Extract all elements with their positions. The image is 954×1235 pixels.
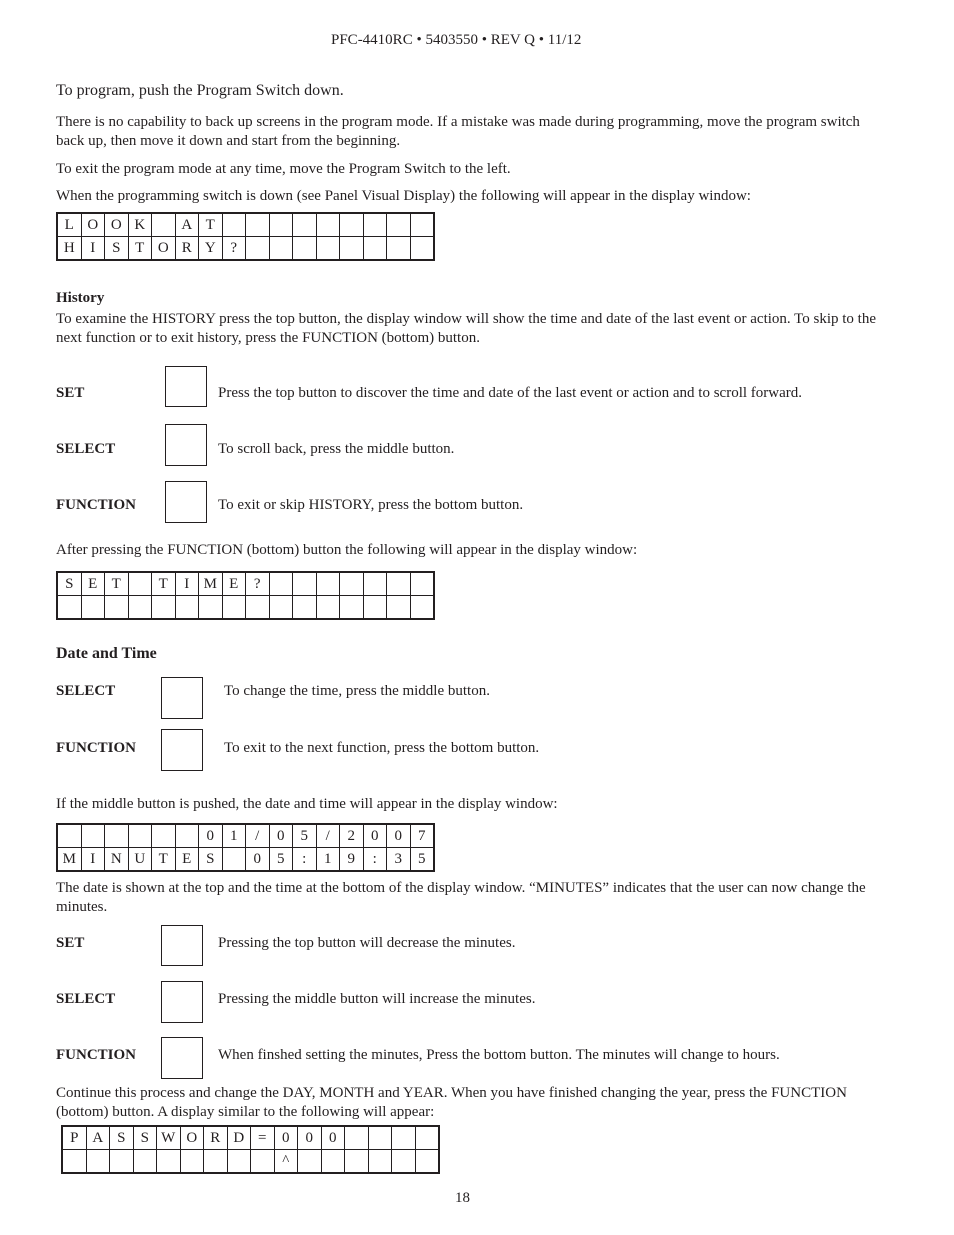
display-cell: ^ [274,1150,298,1174]
display-cell [387,213,411,237]
display-cell [105,596,129,620]
display-cell: / [246,824,270,848]
display-cell: 3 [387,848,411,872]
history-after-text: After pressing the FUNCTION (bottom) button the following will appear in the display window: [56,542,638,558]
display-cell [269,237,293,261]
display-cell [293,596,317,620]
display-cell: S [57,572,81,596]
display-cell: 0 [199,824,223,848]
display-cell: S [199,848,223,872]
display-row [57,237,434,261]
display-cell: 0 [298,1126,322,1150]
minutes-function-desc: When finshed setting the minutes, Press the bottom button. The minutes will change to hours. [218,1047,780,1063]
display-cell [57,824,81,848]
display-cell [293,572,317,596]
display-cell [387,596,411,620]
display-cell [152,213,176,237]
display-cell: A [86,1126,110,1150]
intro-paragraph-3: When the programming switch is down (see Panel Visual Display) the following will appear in the display window: [56,188,751,204]
display-cell [199,596,223,620]
display-cell: T [199,213,223,237]
display-cell [387,572,411,596]
display-cell: : [363,848,387,872]
display-cell [227,1150,251,1174]
display-cell: O [180,1126,204,1150]
page-number: 18 [455,1190,470,1206]
display-cell [269,596,293,620]
display-cell [415,1126,439,1150]
display-cell [62,1150,86,1174]
display-cell [345,1150,369,1174]
display-cell [175,824,199,848]
minutes-select-button-icon [161,981,203,1023]
display-cell [298,1150,322,1174]
display-cell [392,1150,416,1174]
intro-paragraph-2: To exit the program mode at any time, move the Program Switch to the left. [56,161,511,177]
display-cell: Y [199,237,223,261]
display-cell: S [105,237,129,261]
display-cell: E [222,572,246,596]
display-cell: 5 [269,848,293,872]
display-cell [222,596,246,620]
history-function-label: FUNCTION [56,497,137,513]
display-cell [157,1150,181,1174]
display-cell [345,1126,369,1150]
display-cell [152,596,176,620]
display-cell: T [152,572,176,596]
display-cell [128,596,152,620]
history-select-label: SELECT [56,441,116,457]
datetime-select-label: SELECT [56,683,116,699]
display-cell [246,237,270,261]
minutes-set-desc: Pressing the top button will decrease the minutes. [218,935,516,951]
display-cell: L [57,213,81,237]
history-select-button-icon [165,424,207,466]
display-cell: / [316,824,340,848]
display-cell: 1 [222,824,246,848]
history-heading: History [56,290,105,306]
display-row [57,848,434,872]
display-cell [363,596,387,620]
display-window-date-time [56,823,435,872]
display-cell: M [57,848,81,872]
display-cell: S [133,1126,157,1150]
display-cell [363,213,387,237]
datetime-function-label: FUNCTION [56,740,137,756]
display-cell [392,1126,416,1150]
display-cell [293,213,317,237]
display-cell: E [175,848,199,872]
minutes-function-label: FUNCTION [56,1047,137,1063]
minutes-function-button-icon [161,1037,203,1079]
display-cell: 0 [269,824,293,848]
display-cell: 0 [246,848,270,872]
display-cell: ? [222,237,246,261]
intro-paragraph-1: There is no capability to back up screens in the program mode. If a mistake was made during programming, move the program switch back up, then move it down and start from the beginning. [56,114,860,149]
display-cell [293,237,317,261]
intro-lead: To program, push the Program Switch down. [56,82,344,99]
display-cell: T [128,237,152,261]
display-cell: 1 [316,848,340,872]
datetime-select-desc: To change the time, press the middle button. [224,683,490,699]
display-cell: M [199,572,223,596]
display-row [57,213,434,237]
display-cell: O [81,213,105,237]
display-cell: H [57,237,81,261]
display-cell [340,572,364,596]
display-cell: I [81,848,105,872]
display-row [57,596,434,620]
display-cell [86,1150,110,1174]
display-cell: 2 [340,824,364,848]
history-set-label: SET [56,385,85,401]
display-cell [133,1150,157,1174]
display-cell [410,572,434,596]
display-cell [410,596,434,620]
minutes-set-label: SET [56,935,85,951]
display-window-password [61,1125,440,1174]
display-cell: P [62,1126,86,1150]
display-cell: S [110,1126,134,1150]
display-cell [128,824,152,848]
display-cell [363,572,387,596]
display-cell: 0 [363,824,387,848]
display-cell: 5 [293,824,317,848]
minutes-set-button-icon [161,925,203,966]
minutes-select-label: SELECT [56,991,116,1007]
display-cell: R [175,237,199,261]
display-cell: K [128,213,152,237]
display-cell [368,1126,392,1150]
display-cell: I [175,572,199,596]
display-cell: A [175,213,199,237]
history-function-desc: To exit or skip HISTORY, press the bottom button. [218,497,524,513]
display-cell: : [293,848,317,872]
display-cell [340,213,364,237]
display-cell: O [105,213,129,237]
display-cell [363,237,387,261]
display-cell [81,824,105,848]
display-cell: E [81,572,105,596]
display-cell: T [105,572,129,596]
display-cell [316,596,340,620]
history-function-button-icon [165,481,207,523]
display-cell: T [152,848,176,872]
display-cell: I [81,237,105,261]
display-window-look-at-history [56,212,435,261]
display-cell [152,824,176,848]
display-cell: O [152,237,176,261]
minutes-description: The date is shown at the top and the time at the bottom of the display window. “MINUTES” indicates that the user can now change the minutes. [56,880,866,915]
display-cell: = [251,1126,275,1150]
display-row [57,572,434,596]
history-select-desc: To scroll back, press the middle button. [218,441,455,457]
display-cell: ? [246,572,270,596]
display-cell [204,1150,228,1174]
display-cell [246,596,270,620]
history-set-button-icon [165,366,207,407]
display-cell [180,1150,204,1174]
display-row [57,824,434,848]
display-cell [410,213,434,237]
display-cell: U [128,848,152,872]
display-cell: 9 [340,848,364,872]
display-cell [269,213,293,237]
datetime-after-text: If the middle button is pushed, the date and time will appear in the display window: [56,796,558,812]
display-cell [175,596,199,620]
display-cell: N [105,848,129,872]
display-cell [368,1150,392,1174]
display-cell [387,237,411,261]
display-cell: W [157,1126,181,1150]
display-row [62,1126,439,1150]
history-description: To examine the HISTORY press the top button, the display window will show the time and date of the last event or action. To skip to the next function or to exit history, press the FUNCTION (bottom) button. [56,311,876,346]
display-cell [340,596,364,620]
page-header: PFC-4410RC • 5403550 • REV Q • 11/12 [331,32,582,48]
display-cell: 5 [410,848,434,872]
display-cell [321,1150,345,1174]
datetime-function-button-icon [161,729,203,771]
display-cell [316,213,340,237]
display-cell: R [204,1126,228,1150]
display-cell [110,1150,134,1174]
minutes-after-text: Continue this process and change the DAY, MONTH and YEAR. When you have finished changing the year, press the FUNCTION (bottom) button. A display similar to the following will appear: [56,1085,847,1120]
display-cell [316,572,340,596]
minutes-select-desc: Pressing the middle button will increase the minutes. [218,991,536,1007]
display-cell [222,213,246,237]
display-cell [415,1150,439,1174]
display-window-set-time [56,571,435,620]
datetime-heading: Date and Time [56,645,157,662]
display-cell: 7 [410,824,434,848]
display-cell: 0 [321,1126,345,1150]
display-cell [128,572,152,596]
display-row [62,1150,439,1174]
display-cell [269,572,293,596]
display-cell [81,596,105,620]
display-cell [251,1150,275,1174]
display-cell [105,824,129,848]
display-cell: 0 [387,824,411,848]
display-cell: D [227,1126,251,1150]
datetime-function-desc: To exit to the next function, press the bottom button. [224,740,540,756]
display-cell [410,237,434,261]
display-cell [340,237,364,261]
display-cell [57,596,81,620]
history-set-desc: Press the top button to discover the time and date of the last event or action and to scroll forward. [218,385,803,401]
display-cell [222,848,246,872]
display-cell [246,213,270,237]
datetime-select-button-icon [161,677,203,719]
display-cell [316,237,340,261]
display-cell: 0 [274,1126,298,1150]
